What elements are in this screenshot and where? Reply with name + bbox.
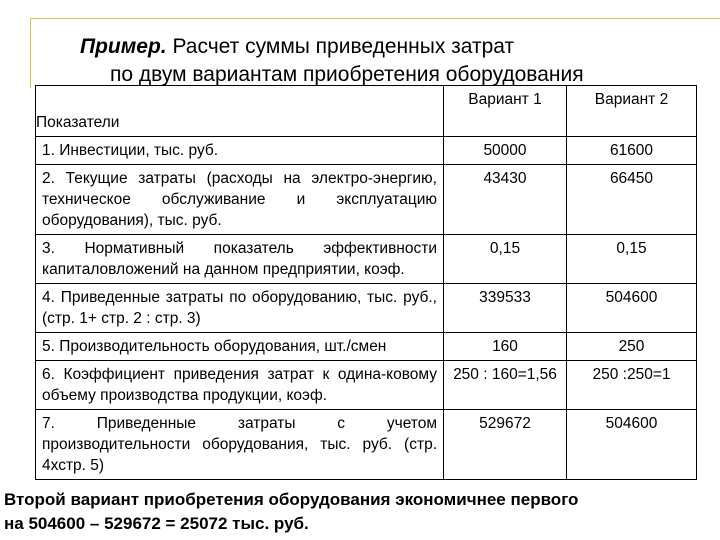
decorative-frame-vertical xyxy=(30,18,31,88)
table-row xyxy=(36,165,697,235)
cost-comparison-table xyxy=(35,85,697,480)
row-variant2-value: 250 xyxy=(567,333,697,361)
row-variant2-value: 504600 xyxy=(567,410,697,480)
row-variant1-value: 339533 xyxy=(444,284,567,333)
row-variant1-value: 250 : 160=1,56 xyxy=(444,361,567,410)
row-label: 4. Приведенные затраты по оборудованию, тыс. руб., (стр. 1+ стр. 2 : стр. 3) xyxy=(36,284,444,333)
table-row xyxy=(36,410,697,480)
row-label: 3. Нормативный показатель эффективности капиталовложений на данном предприятии, коэф. xyxy=(36,235,444,284)
row-label: 1. Инвестиции, тыс. руб. xyxy=(36,137,444,165)
row-label: 6. Коэффициент приведения затрат к одина-ковому объему производства продукции, коэф. xyxy=(36,361,444,410)
conclusion-text xyxy=(4,488,578,536)
header-variant2: Вариант 2 xyxy=(567,86,697,137)
title-line2: по двум вариантам приобретения оборудования xyxy=(110,63,584,86)
row-variant1-value: 160 xyxy=(444,333,567,361)
row-variant2-value: 61600 xyxy=(567,137,697,165)
row-variant1-value: 529672 xyxy=(444,410,567,480)
row-label: 7. Приведенные затраты с учетом производительности оборудования, тыс. руб. (стр. 4хстр. 5) xyxy=(36,410,444,480)
table-row xyxy=(36,284,697,333)
row-variant1-value: 0,15 xyxy=(444,235,567,284)
slide-title xyxy=(80,33,584,89)
table-row xyxy=(36,235,697,284)
row-variant2-value: 66450 xyxy=(567,165,697,235)
row-label: 2. Текущие затраты (расходы на электро-энергию, техническое обслуживание и эксплуатацию оборудования), тыс. руб. xyxy=(36,165,444,235)
title-prefix: Пример. xyxy=(80,35,167,58)
table-row xyxy=(36,333,697,361)
table-row xyxy=(36,361,697,410)
table-header-row xyxy=(36,86,697,137)
row-label: 5. Производительность оборудования, шт./смен xyxy=(36,333,444,361)
row-variant2-value: 0,15 xyxy=(567,235,697,284)
decorative-frame-horizontal xyxy=(30,18,720,19)
header-variant1: Вариант 1 xyxy=(444,86,567,137)
header-indicators-label: Показатели xyxy=(36,114,120,131)
conclusion-line2: на 504600 – 529672 = 25072 тыс. руб. xyxy=(4,514,309,533)
table-row xyxy=(36,137,697,165)
row-variant1-value: 43430 xyxy=(444,165,567,235)
row-variant2-value: 250 :250=1 xyxy=(567,361,697,410)
header-indicators xyxy=(36,86,444,137)
row-variant1-value: 50000 xyxy=(444,137,567,165)
conclusion-line1: Второй вариант приобретения оборудования экономичнее первого xyxy=(4,490,579,509)
title-line1: Расчет суммы приведенных затрат xyxy=(172,35,515,58)
row-variant2-value: 504600 xyxy=(567,284,697,333)
